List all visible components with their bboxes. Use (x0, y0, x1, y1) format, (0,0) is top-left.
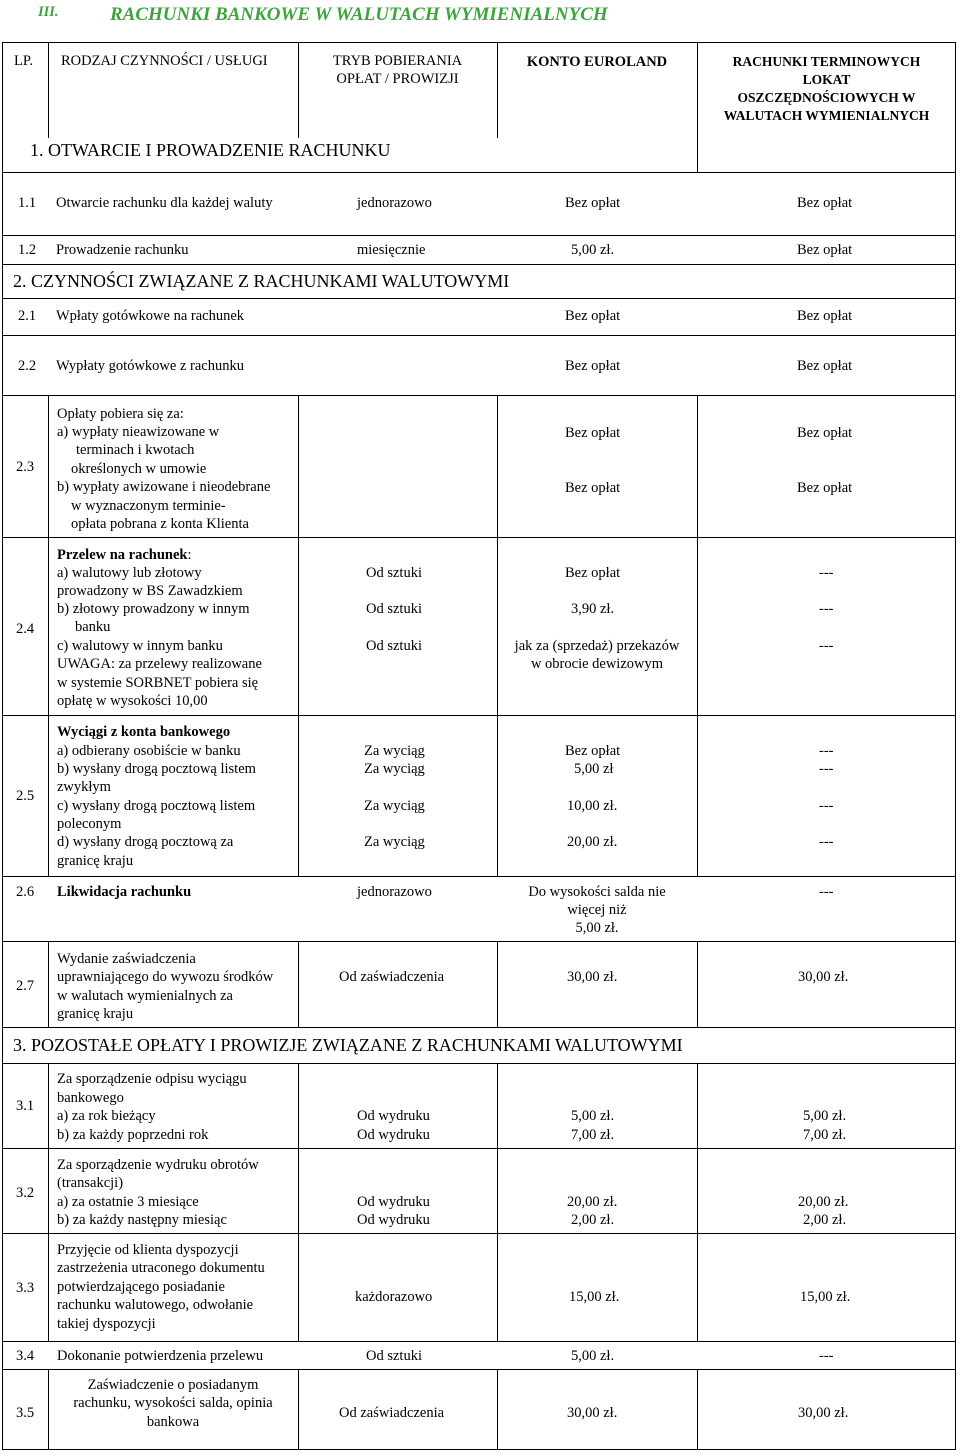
row-terminowe: Bez opłat (797, 308, 853, 324)
row-euroland: 20,00 zł. (567, 1194, 618, 1210)
row-number: 3.4 (16, 1348, 35, 1364)
row-description-line: potwierdzającego posiadanie (57, 1279, 225, 1295)
col-divider (697, 1369, 698, 1450)
header-lp: LP. (14, 53, 33, 69)
row-terminowe: Bez opłat (797, 358, 853, 374)
row-divider (2, 876, 956, 877)
row-description-line: opłatę w wysokości 10,00 (57, 693, 208, 709)
col-divider (697, 395, 698, 876)
row-tryb: Za wyciąg (364, 743, 425, 759)
row-description-line: w wyznaczonym terminie- (71, 498, 226, 514)
row-terminowe: --- (819, 798, 834, 814)
row-terminowe: Bez opłat (797, 480, 853, 496)
row-euroland: jak za (sprzedaż) przekazów (514, 638, 680, 654)
row-number: 3.3 (16, 1280, 35, 1296)
row-description-line: b) za każdy poprzedni rok (57, 1127, 209, 1143)
row-terminowe: --- (819, 638, 834, 654)
row-description: Prowadzenie rachunku (56, 242, 189, 258)
header-tryb-line: OPŁAT / PROWIZJI (336, 71, 459, 87)
row-description-line: bankowego (57, 1090, 124, 1106)
row-tryb: Od zaświadczenia (339, 969, 445, 985)
row-heading-colon: : (187, 547, 192, 563)
row-terminowe: --- (819, 834, 834, 850)
header-term-line: LOKAT (802, 72, 851, 87)
row-divider (2, 395, 956, 396)
col-divider (497, 395, 498, 876)
row-euroland: 5,00 zł. (571, 1108, 615, 1124)
row-tryb: Od sztuki (366, 601, 422, 617)
row-tryb: Za wyciąg (364, 798, 425, 814)
row-description-line: rachunku walutowego, odwołanie (57, 1297, 254, 1313)
header-euroland: KONTO EUROLAND (526, 54, 668, 70)
row-euroland: 5,00 zł. (571, 242, 615, 258)
row-description-line: a) walutowy lub złotowy (57, 565, 202, 581)
row-euroland: 5,00 zł (574, 761, 614, 777)
row-description-line: Opłaty pobiera się za: (57, 406, 184, 422)
row-tryb: każdorazowo (355, 1289, 433, 1305)
header-term-line: OSZCZĘDNOŚCIOWYCH W (737, 90, 916, 105)
row-description-line: Za sporządzenie wydruku obrotów (57, 1157, 259, 1173)
row-description-line: rachunku, wysokości salda, opinia (73, 1395, 273, 1411)
row-description-line: c) wysłany drogą pocztową listem (57, 798, 256, 814)
row-number: 2.6 (16, 884, 35, 900)
row-number: 2.3 (16, 459, 35, 475)
row-divider (2, 1341, 956, 1342)
row-description-line: prowadzony w BS Zawadzkiem (57, 583, 243, 599)
row-euroland: 10,00 zł. (567, 798, 618, 814)
row-euroland: 15,00 zł. (569, 1289, 620, 1305)
col-divider (497, 1063, 498, 1341)
row-terminowe: 30,00 zł. (798, 1405, 849, 1421)
row-number: 2.5 (16, 788, 35, 804)
row-tryb: Od wydruku (357, 1127, 430, 1143)
row-tryb: Od sztuki (366, 1348, 422, 1364)
row-euroland: Bez opłat (565, 358, 621, 374)
row-terminowe: 7,00 zł. (803, 1127, 847, 1143)
col-divider (48, 395, 49, 876)
row-description-line: a) za ostatnie 3 miesiące (57, 1194, 199, 1210)
row-description-line: uprawniającego do wywozu środków (57, 969, 274, 985)
row-number: 2.4 (16, 621, 35, 637)
row-divider (2, 172, 956, 173)
row-terminowe: 5,00 zł. (803, 1108, 847, 1124)
row-description-line: zwykłym (57, 779, 111, 795)
row-description-line: granicę kraju (57, 853, 134, 869)
col-divider (697, 941, 698, 1027)
row-terminowe: --- (819, 884, 834, 900)
row-terminowe: 20,00 zł. (798, 1194, 849, 1210)
row-tryb: Od zaświadczenia (339, 1405, 445, 1421)
row-divider (2, 1233, 956, 1234)
row-description-line: d) wysłany drogą pocztową za (57, 834, 234, 850)
row-tryb: Za wyciąg (364, 834, 425, 850)
row-description-line: Przyjęcie od klienta dyspozycji (57, 1242, 239, 1258)
row-description: Otwarcie rachunku dla każdej waluty (56, 195, 273, 211)
header-term-line: RACHUNKI TERMINOWYCH (732, 54, 921, 69)
col-divider (497, 941, 498, 1027)
row-description-line: b) wysłany drogą pocztową listem (57, 761, 256, 777)
row-euroland: Bez opłat (565, 480, 621, 496)
row-euroland: Bez opłat (565, 565, 621, 581)
row-terminowe: --- (819, 743, 834, 759)
row-description-line: w systemie SORBNET pobiera się (57, 675, 259, 691)
row-euroland: 30,00 zł. (567, 969, 618, 985)
row-description-line: a) za rok bieżący (57, 1108, 156, 1124)
row-description-line: terminach i kwotach (76, 442, 195, 458)
row-divider (2, 941, 956, 942)
row-tryb: Od wydruku (357, 1194, 430, 1210)
row-tryb: Od wydruku (357, 1212, 430, 1228)
row-divider (2, 1063, 956, 1064)
col-divider (497, 1369, 498, 1450)
row-terminowe: Bez opłat (797, 195, 853, 211)
header-rodzaj: RODZAJ CZYNNOŚCI / USŁUGI (61, 53, 268, 69)
row-description-line: a) odbierany osobiście w banku (57, 743, 241, 759)
row-description-line: b) wypłaty awizowane i nieodebrane (57, 479, 271, 495)
row-description-line: b) złotowy prowadzony w innym (57, 601, 250, 617)
row-terminowe: --- (819, 761, 834, 777)
header-terminowe (697, 53, 956, 125)
header-term-line: WALUTACH WYMIENIALNYCH (723, 108, 930, 123)
row-terminowe: Bez opłat (797, 425, 853, 441)
row-euroland: 2,00 zł. (571, 1212, 615, 1228)
row-euroland: 5,00 zł. (575, 920, 619, 936)
row-heading: Wyciągi z konta bankowego (57, 724, 231, 740)
section-2-heading: 2. CZYNNOŚCI ZWIĄZANE Z RACHUNKAMI WALUTOWYMI (13, 271, 510, 291)
row-euroland: 5,00 zł. (571, 1348, 615, 1364)
row-number: 1.1 (18, 195, 37, 211)
row-euroland: Bez opłat (565, 308, 621, 324)
row-tryb: jednorazowo (357, 195, 432, 211)
row-terminowe: 30,00 zł. (798, 969, 849, 985)
row-terminowe: --- (819, 565, 834, 581)
row-euroland: Do wysokości salda nie (528, 884, 666, 900)
row-divider (2, 1148, 956, 1149)
row-description-line: banku (75, 619, 111, 635)
row-description: Dokonanie potwierdzenia przelewu (57, 1348, 264, 1364)
row-euroland: 7,00 zł. (571, 1127, 615, 1143)
row-heading-bold: Przelew na rachunek (57, 547, 188, 563)
row-description: Likwidacja rachunku (57, 884, 192, 900)
row-description-line: b) za każdy następny miesiąc (57, 1212, 227, 1228)
row-divider (2, 235, 956, 236)
row-description-line: takiej dyspozycji (57, 1316, 156, 1332)
row-description-line: opłata pobrana z konta Klienta (71, 516, 249, 532)
row-number: 3.2 (16, 1185, 35, 1201)
row-heading (57, 546, 192, 564)
row-number: 1.2 (18, 242, 37, 258)
row-divider (2, 264, 956, 265)
row-number: 2.1 (18, 308, 37, 324)
col-divider (298, 1369, 299, 1450)
row-terminowe: Bez opłat (797, 242, 853, 258)
row-euroland: 30,00 zł. (567, 1405, 618, 1421)
row-divider (2, 335, 956, 336)
row-tryb: miesięcznie (357, 242, 426, 258)
row-divider (2, 298, 956, 299)
row-euroland: więcej niż (567, 902, 627, 918)
row-tryb: jednorazowo (357, 884, 432, 900)
row-terminowe: --- (819, 1348, 834, 1364)
row-terminowe: 15,00 zł. (800, 1289, 851, 1305)
col-divider (48, 941, 49, 1027)
row-description-line: UWAGA: za przelewy realizowane (57, 656, 262, 672)
col-divider (298, 941, 299, 1027)
header-tryb (298, 52, 497, 88)
row-terminowe: 2,00 zł. (803, 1212, 847, 1228)
col-divider (48, 42, 49, 138)
row-tryb: Od wydruku (357, 1108, 430, 1124)
row-description-line: a) wypłaty nieawizowane w (57, 424, 220, 440)
row-description-line: zastrzeżenia utraconego dokumentu (57, 1260, 265, 1276)
row-description-line: c) walutowy w innym banku (57, 638, 223, 654)
row-number: 3.1 (16, 1098, 35, 1114)
row-description-line: (transakcji) (57, 1175, 124, 1191)
row-number: 3.5 (16, 1405, 35, 1421)
row-description-line: Wydanie zaświadczenia (57, 951, 196, 967)
row-description-line: Za sporządzenie odpisu wyciągu (57, 1071, 247, 1087)
row-description-line: w walutach wymienialnych za (57, 988, 233, 1004)
header-tryb-line: TRYB POBIERANIA (332, 53, 463, 69)
row-euroland: w obrocie dewizowym (530, 656, 664, 672)
row-description-line: określonych w umowie (71, 461, 207, 477)
row-euroland: Bez opłat (565, 425, 621, 441)
row-euroland: 20,00 zł. (567, 834, 618, 850)
row-euroland: Bez opłat (565, 743, 621, 759)
row-description: Wypłaty gotówkowe z rachunku (56, 358, 244, 374)
row-divider (2, 715, 956, 716)
row-euroland: 3,90 zł. (571, 601, 615, 617)
row-description-line: poleconym (57, 816, 122, 832)
row-euroland: Bez opłat (565, 195, 621, 211)
row-number: 2.2 (18, 358, 37, 374)
section-1-heading: 1. OTWARCIE I PROWADZENIE RACHUNKU (30, 140, 391, 160)
row-tryb: Od sztuki (366, 565, 422, 581)
col-divider (48, 1063, 49, 1341)
row-divider (2, 1369, 956, 1370)
col-divider (298, 395, 299, 876)
row-tryb: Od sztuki (366, 638, 422, 654)
row-description-line: bankowa (146, 1414, 200, 1430)
col-divider (298, 1063, 299, 1341)
title-text: RACHUNKI BANKOWE W WALUTACH WYMIENIALNYCH (110, 4, 608, 25)
row-number: 2.7 (16, 978, 35, 994)
row-description: Wpłaty gotówkowe na rachunek (56, 308, 245, 324)
row-description-line: granicę kraju (57, 1006, 134, 1022)
row-divider (2, 1027, 956, 1028)
row-description-line: Zaświadczenie o posiadanym (87, 1377, 259, 1393)
title-number: III. (38, 4, 59, 20)
row-terminowe: --- (819, 601, 834, 617)
col-divider (697, 1063, 698, 1341)
row-tryb: Za wyciąg (364, 761, 425, 777)
section-3-heading: 3. POZOSTAŁE OPŁATY I PROWIZJE ZWIĄZANE Z RACHUNKAMI WALUTOWYMI (13, 1035, 683, 1055)
row-divider (2, 537, 956, 538)
